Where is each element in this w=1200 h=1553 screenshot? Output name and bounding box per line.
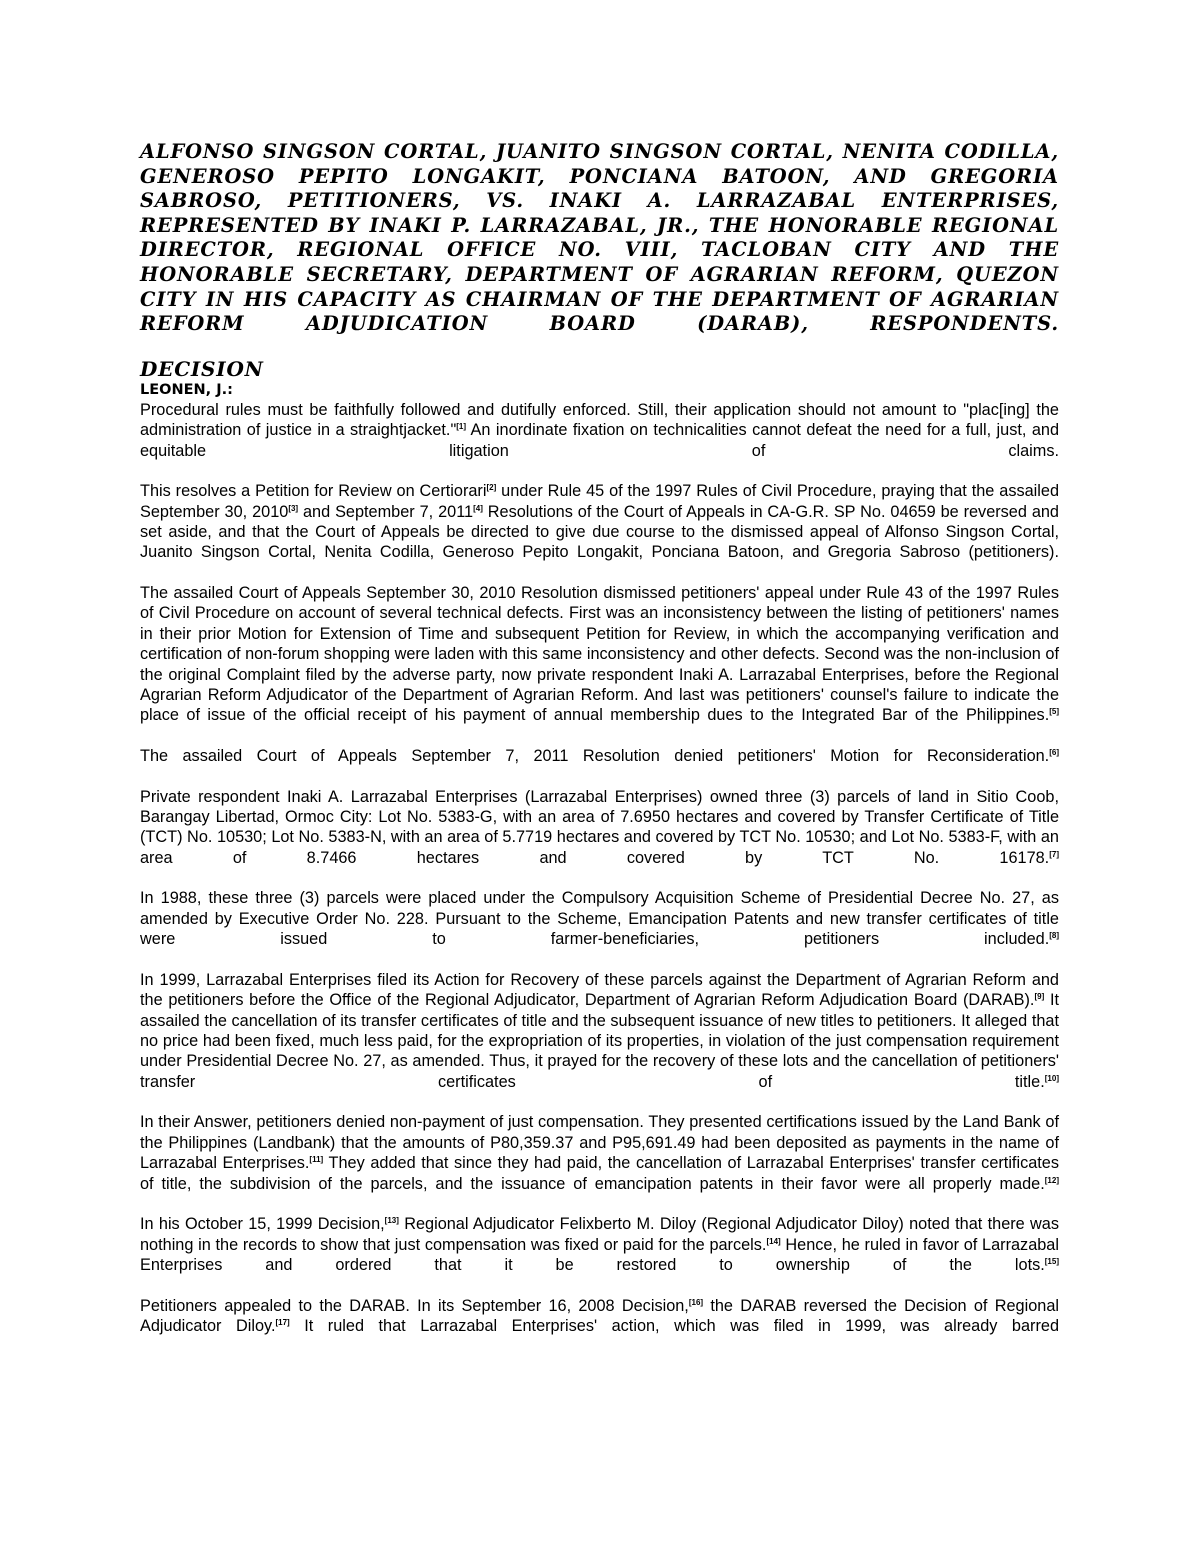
paragraph-text: They added that since they had paid, the cancellation of Larrazabal Enterprises' transfer certificates of title, the subdivision of the parcels, and the issuance of emancipation patents in their favor were all properly made. — [140, 1154, 1059, 1193]
paragraph-text: In 1999, Larrazabal Enterprises filed its Action for Recovery of these parcels against the Department of Agrarian Reform and the petitioners before the Office of the Regional Adjudicator, Department of Agrarian Reform Adjudication Board (DARAB). — [140, 970, 1059, 1010]
paragraph-text: An inordinate fixation on technicalities cannot defeat the need for a full, just, and equitable litigation of claims. — [140, 421, 1059, 460]
paragraph-text: Hence, he ruled in favor of Larrazabal Enterprises and ordered that it be restored to ownership of the lots. — [140, 1235, 1059, 1275]
paragraph-text: The assailed Court of Appeals September 7, 2011 Resolution denied petitioners' Motion for Reconsideration. — [140, 747, 1050, 765]
paragraph-text: In their Answer, petitioners denied non-payment of just compensation. They presented certifications issued by the Land Bank of the Philippines (Landbank) that the amounts of P80,359.37 and P95,691.49 had been deposited as payments in the name of Larrazabal Enterprises. — [140, 1113, 1059, 1173]
footnote-marker[interactable]: [3] — [288, 503, 299, 513]
footnote-marker[interactable]: [13] — [384, 1216, 399, 1226]
paragraph-text: This resolves a Petition for Review on Certiorari — [140, 482, 487, 501]
paragraph-text: under Rule 45 of the 1997 Rules of Civil Procedure, praying that the assailed September 30, 2010 — [140, 482, 1059, 521]
footnote-marker[interactable]: [7] — [1049, 849, 1059, 859]
paragraph — [140, 400, 1059, 461]
paragraph — [140, 1296, 1059, 1337]
footnote-marker[interactable]: [6] — [1049, 748, 1059, 757]
paragraph-text: It ruled that Larrazabal Enterprises' action, which was filed in 1999, was already barred — [289, 1317, 1059, 1336]
footnote-marker[interactable]: [5] — [1049, 707, 1059, 717]
footnote-marker[interactable]: [2] — [486, 483, 497, 493]
case-title: ALFONSO SINGSON CORTAL, JUANITO SINGSON CORTAL, NENITA CODILLA, GENEROSO PEPITO LONGAKIT, PONCIANA BATOON, AND GREGORIA SABROSO, PETITIONERS, VS. INAKI A. LARRAZABAL ENTERPRISES, REPRESENTED BY INAKI P. LARRAZABAL, JR., THE HONORABLE REGIONAL DIRECTOR, REGIONAL OFFICE NO. VIII, TACLOBAN CITY AND THE HONORABLE SECRETARY, DEPARTMENT OF AGRARIAN REFORM, QUEZON CITY IN HIS CAPACITY AS CHAIRMAN OF THE DEPARTMENT OF AGRARIAN REFORM ADJUDICATION BOARD (DARAB), RESPONDENTS. — [140, 140, 1059, 336]
paragraph-text: the DARAB reversed the Decision of Regional Adjudicator Diloy. — [140, 1296, 1059, 1336]
paragraph — [140, 970, 1059, 1092]
footnote-marker[interactable]: [16] — [688, 1297, 704, 1307]
paragraph-text: Regional Adjudicator Felixberto M. Diloy (Regional Adjudicator Diloy) noted that there was nothing in the records to show that just compensation was fixed or paid for the parcels. — [140, 1215, 1059, 1254]
footnote-marker[interactable]: [10] — [1044, 1073, 1059, 1083]
paragraph-text: and September 7, 2011 — [298, 502, 474, 521]
paragraph-text: Petitioners appealed to the DARAB. In its September 16, 2008 Decision, — [140, 1296, 689, 1315]
decision-heading: DECISION — [140, 356, 264, 381]
paragraph-text: Procedural rules must be faithfully followed and dutifully enforced. Still, their application should not amount to "plac[ing] the administration of justice in a straightjacket." — [140, 400, 1059, 440]
document-page — [140, 140, 1059, 1336]
footnote-marker[interactable]: [12] — [1044, 1175, 1059, 1185]
paragraph — [140, 1112, 1059, 1194]
footnote-marker[interactable]: [14] — [766, 1236, 781, 1246]
paragraph — [140, 1214, 1059, 1275]
footnote-marker[interactable]: [17] — [275, 1318, 290, 1328]
footnote-marker[interactable]: [1] — [456, 422, 467, 432]
paragraph-text: The assailed Court of Appeals September 30, 2010 Resolution dismissed petitioners' appeal under Rule 43 of the 1997 Rules of Civil Procedure on account of several technical defects. First was an inconsistency between the listing of petitioners' names in their prior Motion for Extension of Time and subsequent Petition for Review, in which the accompanying verification and certification of non-forum shopping were laden with this same inconsistency and other defects. Second was the non-inclusion of the original Complaint filed by the adverse party, now private respondent Inaki A. Larrazabal Enterprises, before the Regional Agrarian Reform Adjudicator of the Department of Agrarian Reform. And last was petitioners' counsel's failure to indicate the place of issue of the official receipt of his payment of annual membership dues to the Integrated Bar of the Philippines. — [140, 583, 1059, 725]
footnote-marker[interactable]: [9] — [1034, 992, 1045, 1002]
paragraph-text: In his October 15, 1999 Decision, — [140, 1215, 385, 1234]
paragraph-text: Private respondent Inaki A. Larrazabal Enterprises (Larrazabal Enterprises) owned three (3) parcels of land in Sitio Coob, Barangay Libertad, Ormoc City: Lot No. 5383-G, with an area of 7.6950 hectares and covered by Transfer Certificate of Title (TCT) No. 10530; Lot No. 5383-N, with an area of 5.7719 hectares and covered by TCT No. 10530; and Lot No. 5383-F, with an area of 8.7466 hectares and covered by TCT No. 16178. — [140, 787, 1059, 867]
footnote-marker[interactable]: [4] — [473, 503, 483, 513]
paragraph — [140, 481, 1059, 563]
footnote-marker[interactable]: [11] — [309, 1155, 324, 1165]
paragraph-text: In 1988, these three (3) parcels were placed under the Compulsory Acquisition Scheme of Presidential Decree No. 27, as amended by Executive Order No. 228. Pursuant to the Scheme, Emancipation Patents and new transfer certificates of title were issued to farmer-beneficiaries, petitioners included. — [140, 889, 1059, 949]
footnote-marker[interactable]: [15] — [1044, 1257, 1059, 1267]
footnote-marker[interactable]: [8] — [1049, 931, 1059, 941]
decision-body — [140, 400, 1059, 1337]
paragraph — [140, 746, 1059, 766]
ponente-author: LEONEN, J.: — [140, 381, 233, 398]
paragraph-text: Resolutions of the Court of Appeals in CA-G.R. SP No. 04659 be reversed and set aside, and that the Court of Appeals be directed to give due course to the dismissed appeal of Alfonso Singson Cortal, Juanito Singson Cortal, Nenita Codilla, Generoso Pepito Longakit, Ponciana Batoon, and Gregoria Sabroso (petitioners). — [140, 502, 1059, 562]
paragraph-text: It assailed the cancellation of its transfer certificates of title and the subsequent issuance of new titles to petitioners. It alleged that no price had been fixed, much less paid, for the expropriation of its properties, in violation of the just compensation requirement under Presidential Decree No. 27, as amended. Thus, it prayed for the recovery of these lots and the cancellation of petitioners' transfer certificates of title. — [140, 991, 1059, 1091]
paragraph — [140, 583, 1059, 726]
paragraph — [140, 787, 1059, 869]
paragraph — [140, 888, 1059, 949]
